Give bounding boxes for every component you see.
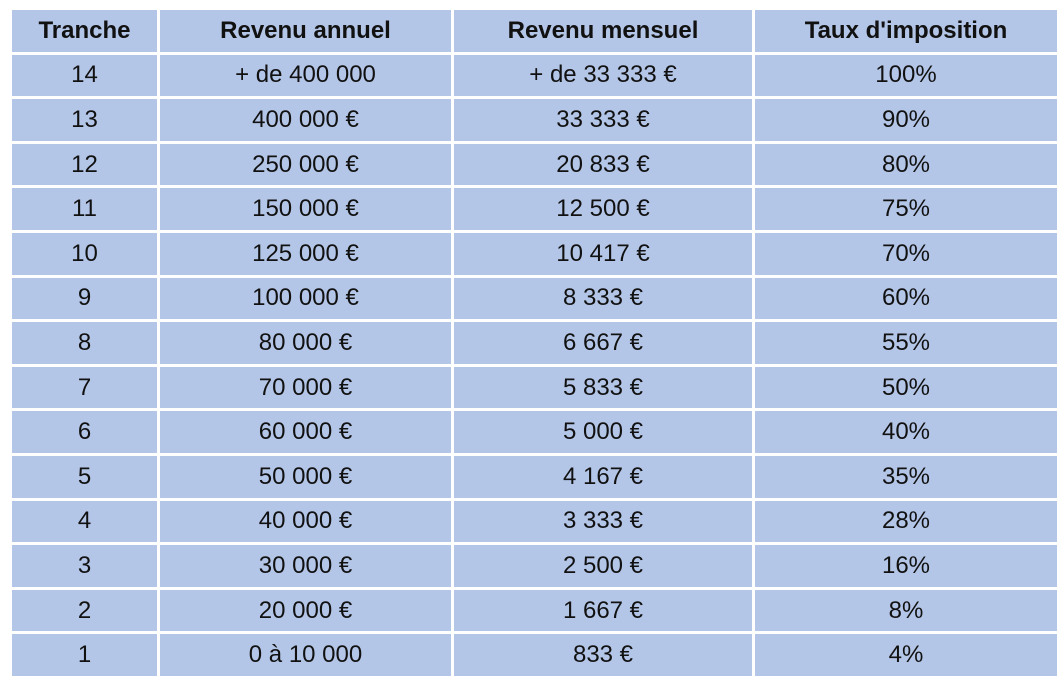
- cell-revenu-mensuel: 20 833 €: [454, 144, 752, 186]
- cell-taux-imposition: 50%: [755, 367, 1057, 409]
- cell-revenu-annuel: 40 000 €: [160, 501, 451, 543]
- cell-revenu-mensuel: + de 33 333 €: [454, 55, 752, 97]
- cell-taux-imposition: 4%: [755, 634, 1057, 676]
- cell-revenu-annuel: 70 000 €: [160, 367, 451, 409]
- cell-tranche: 2: [12, 590, 157, 632]
- cell-revenu-mensuel: 5 000 €: [454, 411, 752, 453]
- cell-revenu-annuel: 50 000 €: [160, 456, 451, 498]
- table-row: [12, 188, 1057, 230]
- cell-taux-imposition: 70%: [755, 233, 1057, 275]
- cell-revenu-annuel: 150 000 €: [160, 188, 451, 230]
- table-row: [12, 144, 1057, 186]
- table-row: [12, 55, 1057, 97]
- cell-revenu-mensuel: 5 833 €: [454, 367, 752, 409]
- cell-revenu-annuel: 125 000 €: [160, 233, 451, 275]
- cell-revenu-mensuel: 1 667 €: [454, 590, 752, 632]
- cell-revenu-annuel: 80 000 €: [160, 322, 451, 364]
- cell-tranche: 7: [12, 367, 157, 409]
- cell-taux-imposition: 60%: [755, 278, 1057, 320]
- cell-taux-imposition: 8%: [755, 590, 1057, 632]
- cell-revenu-mensuel: 4 167 €: [454, 456, 752, 498]
- table-row: [12, 590, 1057, 632]
- table-row: [12, 634, 1057, 676]
- cell-revenu-annuel: 100 000 €: [160, 278, 451, 320]
- header-revenu-mensuel: Revenu mensuel: [454, 10, 752, 52]
- table-row: [12, 322, 1057, 364]
- header-revenu-annuel: Revenu annuel: [160, 10, 451, 52]
- cell-revenu-annuel: 30 000 €: [160, 545, 451, 587]
- cell-tranche: 10: [12, 233, 157, 275]
- cell-revenu-mensuel: 2 500 €: [454, 545, 752, 587]
- cell-taux-imposition: 55%: [755, 322, 1057, 364]
- tax-bracket-table-container: [9, 7, 1057, 679]
- cell-tranche: 4: [12, 501, 157, 543]
- cell-revenu-annuel: 60 000 €: [160, 411, 451, 453]
- table-row: [12, 367, 1057, 409]
- cell-tranche: 13: [12, 99, 157, 141]
- cell-revenu-annuel: 250 000 €: [160, 144, 451, 186]
- table-row: [12, 278, 1057, 320]
- cell-taux-imposition: 75%: [755, 188, 1057, 230]
- cell-tranche: 5: [12, 456, 157, 498]
- table-row: [12, 456, 1057, 498]
- cell-tranche: 9: [12, 278, 157, 320]
- cell-tranche: 1: [12, 634, 157, 676]
- cell-revenu-mensuel: 833 €: [454, 634, 752, 676]
- cell-revenu-annuel: + de 400 000: [160, 55, 451, 97]
- cell-tranche: 8: [12, 322, 157, 364]
- cell-revenu-mensuel: 12 500 €: [454, 188, 752, 230]
- cell-tranche: 3: [12, 545, 157, 587]
- cell-revenu-mensuel: 3 333 €: [454, 501, 752, 543]
- cell-taux-imposition: 90%: [755, 99, 1057, 141]
- table-body: [12, 55, 1057, 676]
- cell-tranche: 14: [12, 55, 157, 97]
- cell-revenu-mensuel: 6 667 €: [454, 322, 752, 364]
- table-row: [12, 411, 1057, 453]
- cell-taux-imposition: 16%: [755, 545, 1057, 587]
- cell-tranche: 12: [12, 144, 157, 186]
- cell-revenu-annuel: 0 à 10 000: [160, 634, 451, 676]
- cell-revenu-annuel: 20 000 €: [160, 590, 451, 632]
- header-taux-imposition: Taux d'imposition: [755, 10, 1057, 52]
- tax-bracket-table: [9, 7, 1060, 679]
- cell-taux-imposition: 80%: [755, 144, 1057, 186]
- cell-revenu-mensuel: 10 417 €: [454, 233, 752, 275]
- cell-revenu-mensuel: 8 333 €: [454, 278, 752, 320]
- cell-tranche: 11: [12, 188, 157, 230]
- table-header-row: [12, 10, 1057, 52]
- cell-taux-imposition: 35%: [755, 456, 1057, 498]
- cell-revenu-mensuel: 33 333 €: [454, 99, 752, 141]
- cell-taux-imposition: 28%: [755, 501, 1057, 543]
- cell-taux-imposition: 100%: [755, 55, 1057, 97]
- cell-revenu-annuel: 400 000 €: [160, 99, 451, 141]
- table-row: [12, 501, 1057, 543]
- table-row: [12, 99, 1057, 141]
- cell-tranche: 6: [12, 411, 157, 453]
- header-tranche: Tranche: [12, 10, 157, 52]
- table-row: [12, 233, 1057, 275]
- table-row: [12, 545, 1057, 587]
- cell-taux-imposition: 40%: [755, 411, 1057, 453]
